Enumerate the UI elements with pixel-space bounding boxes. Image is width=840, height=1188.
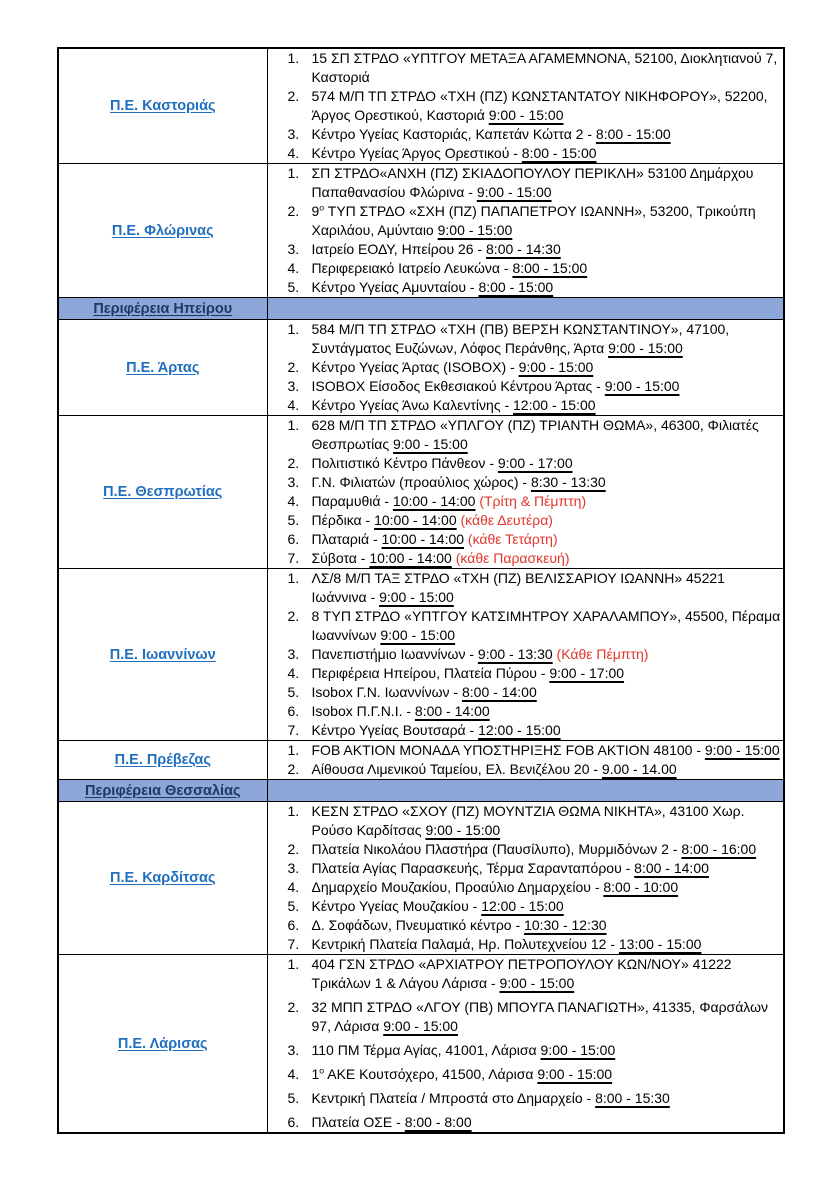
schedule-item [268,320,784,358]
schedule-item [268,278,784,297]
region-link[interactable]: Π.Ε. Άρτας [126,359,200,376]
item-hours: 9:00 - 15:00 [704,742,780,758]
item-text: 32 ΜΠΠ ΣΤΡΔΟ «ΛΓΟΥ (ΠΒ) ΜΠΟΥΓΑ ΠΑΝΑΓΙΩΤΗ», 41335, Φαρσάλων 97, Λάρισα [311,999,769,1034]
section-title: Περιφέρεια Θεσσαλίας [84,782,241,799]
region-cell [58,741,267,780]
schedule-item [268,741,784,760]
item-hours: 10:00 - 14:00 [369,550,452,566]
item-hours: 9.00 - 14.00 [601,761,677,777]
item-hours: 9:00 - 17:00 [549,665,625,681]
item-day-note: (κάθε Τετάρτη) [464,531,558,547]
table-row [58,320,784,416]
item-text: Κέντρο Υγείας Καστοριάς, Καπετάν Κώττα 2 - [311,126,596,142]
item-hours: 9:00 - 15:00 [425,822,501,838]
item-hours: 9:00 - 15:00 [540,1042,616,1058]
items-cell [267,741,784,780]
items-list [268,416,784,568]
table-row [58,955,784,1134]
vaccination-points-schedule-table [57,47,785,1134]
schedule-item [268,202,784,240]
item-hours: 8:00 - 14:00 [462,684,537,700]
section-header-cell [58,780,267,802]
items-list [268,49,784,163]
item-hours: 10:00 - 14:00 [374,512,457,528]
region-cell [58,48,267,164]
section-header-cell [58,298,267,320]
table-row [58,48,784,164]
item-hours: 9:00 - 15:00 [537,1066,613,1082]
item-hours: 8:00 - 16:00 [681,841,757,857]
item-day-note: (κάθε Δευτέρα) [456,512,553,528]
item-text: ο [319,202,325,213]
schedule-item [268,1113,784,1132]
item-hours: 9:00 - 15:00 [499,975,575,991]
item-text: Isobox Γ.Ν. Ιωαννίνων - [311,684,462,700]
item-hours: 9:00 - 15:00 [488,107,564,123]
schedule-item [268,377,784,396]
table-row [58,741,784,780]
item-day-note: (Τρίτη & Πέμπτη) [475,493,587,509]
item-text: Κεντρική Πλατεία / Μπροστά στο Δημαρχείο - [311,1090,596,1106]
schedule-item [268,454,784,473]
schedule-item [268,664,784,683]
items-list [268,320,784,415]
section-header-row [58,780,784,802]
item-text: 1 [311,1066,320,1082]
section-header-empty-cell [267,298,784,320]
items-cell [267,164,784,298]
table-row [58,164,784,298]
region-cell [58,955,267,1134]
table-row [58,416,784,569]
item-text: Κέντρο Υγείας Αμυνταίου - [311,279,479,295]
item-text: Isobox Π.Γ.Ν.Ι. - [311,703,415,719]
schedule-item [268,259,784,278]
schedule-item [268,935,784,954]
table-row [58,569,784,741]
item-text: Γ.Ν. Φιλιατών (προαύλιος χώρος) - [311,474,531,490]
item-text: Πλαταριά - [311,531,382,547]
item-hours: 10:00 - 14:00 [392,493,476,509]
schedule-item [268,530,784,549]
item-hours: 12:00 - 15:00 [481,898,564,914]
item-text: 110 ΠΜ Τέρμα Αγίας, 41001, Λάρισα [311,1042,541,1058]
schedule-item [268,1041,784,1060]
schedule-item [268,473,784,492]
items-cell [267,320,784,416]
item-text: ο [319,1065,325,1076]
item-hours: 12:00 - 15:00 [513,397,596,413]
schedule-item [268,607,784,645]
region-cell [58,569,267,741]
item-text: Πλατεία Νικολάου Πλαστήρα (Παυσίλυπο), Μυρμιδόνων 2 - [311,841,682,857]
items-list [268,569,784,740]
items-list [268,164,784,297]
items-cell [267,48,784,164]
schedule-item [268,396,784,415]
schedule-item [268,569,784,607]
schedule-item [268,955,784,993]
schedule-item [268,49,784,87]
schedule-item [268,878,784,897]
schedule-item [268,87,784,125]
item-text: Κεντρική Πλατεία Παλαμά, Ηρ. Πολυτεχνείου 12 - [311,936,619,952]
item-text: Κέντρο Υγείας Άρτας (ISOBOX) - [311,359,519,375]
items-cell [267,802,784,955]
item-text: ΣΠ ΣΤΡΔΟ«ΑΝΧΗ (ΠΖ) ΣΚΙΑΔΟΠΟΥΛΟΥ ΠΕΡΙΚΛΗ» 53100 Δημάρχου Παπαθανασίου Φλώρινα - [311,165,754,200]
item-hours: 8:00 - 15:00 [478,279,554,295]
schedule-item [268,1065,784,1084]
item-text: Κέντρο Υγείας Μουζακίου - [311,898,482,914]
region-cell [58,320,267,416]
item-hours: 9:00 - 15:00 [604,378,680,394]
item-text: ISOBOX Είσοδος Εκθεσιακού Κέντρου Άρτας - [311,378,605,394]
item-day-note: (κάθε Παρασκευή) [451,550,570,566]
item-text: ΤΥΠ ΣΤΡΔΟ «ΣΧΗ (ΠΖ) ΠΑΠΑΠΕΤΡΟΥ ΙΩΑΝΝΗ», 53200, Τρικούπη Χαριλάου, Αμύνταιο [311,203,756,238]
schedule-item [268,802,784,840]
item-hours: 9:00 - 13:30 [477,646,553,662]
item-text: Περιφέρεια Ηπείρου, Πλατεία Πύρου - [311,665,550,681]
section-title: Περιφέρεια Ηπείρου [93,300,233,317]
region-cell [58,416,267,569]
schedule-item [268,511,784,530]
items-cell [267,569,784,741]
item-hours: 8:30 - 13:30 [530,474,606,490]
region-cell [58,802,267,955]
item-text: ΛΣ/8 Μ/Π ΤΑΞ ΣΤΡΔΟ «ΤΧΗ (ΠΖ) ΒΕΛΙΣΣΑΡΙΟΥ ΙΩΑΝΝΗ» 45221 Ιωάννινα - [311,570,725,605]
schedule-item [268,998,784,1036]
item-hours: 9:00 - 15:00 [380,627,456,643]
schedule-item [268,164,784,202]
item-hours: 9:00 - 15:00 [608,340,683,356]
region-cell [58,164,267,298]
item-hours: 9:00 - 15:00 [383,1018,458,1034]
item-text: Δ. Σοφάδων, Πνευματικό κέντρο - [311,917,525,933]
item-hours: 8:00 - 15:00 [521,145,597,161]
item-hours: 8:00 - 14:30 [486,241,561,257]
item-text: 574 Μ/Π ΤΠ ΣΤΡΔΟ «ΤΧΗ (ΠΖ) ΚΩΝΣΤΑΝΤΑΤΟΥ ΝΙΚΗΦΟΡΟΥ», 52200, Άργος Ορεστικού, Καστοριά [311,88,768,123]
item-text: FOB AKTION ΜΟΝΑΔΑ ΥΠΟΣΤΗΡΙΞΗΣ FOB AKTION 48100 - [311,742,705,758]
items-list [268,741,784,779]
item-text: Πολιτιστικό Κέντρο Πάνθεον - [311,455,498,471]
section-header-empty-cell [267,780,784,802]
item-text: 404 ΓΣΝ ΣΤΡΔΟ «ΑΡΧΙΑΤΡΟΥ ΠΕΤΡΟΠΟΥΛΟΥ ΚΩΝ/ΝΟΥ» 41222 Τρικάλων 1 & Λάγου Λάρισα - [311,956,732,991]
item-hours: 9:00 - 15:00 [393,436,468,452]
schedule-item [268,240,784,259]
item-text: Αίθουσα Λιμενικού Ταμείου, Ελ. Βενιζέλου 20 - [311,761,602,777]
item-hours: 9:00 - 15:00 [476,184,552,200]
schedule-item [268,549,784,568]
item-hours: 8:00 - 15:00 [512,260,588,276]
item-hours: 8:00 - 15:30 [595,1090,670,1106]
item-hours: 10:00 - 14:00 [381,531,465,547]
item-hours: 8:00 - 14:00 [634,860,709,876]
item-text: Σύβοτα - [311,550,370,566]
item-hours: 8:00 - 10:00 [603,879,679,895]
item-hours: 8:00 - 8:00 [404,1114,472,1130]
item-text: Πανεπιστήμιο Ιωαννίνων - [311,646,478,662]
item-hours: 10:30 - 12:30 [524,917,607,933]
item-text: ΚΕΣΝ ΣΤΡΔΟ «ΣΧΟΥ (ΠΖ) ΜΟΥΝΤΖΙΑ ΘΩΜΑ ΝΙΚΗΤΑ», 43100 Χωρ. Ρούσο Καρδίτσας [311,803,745,838]
item-text: 8 ΤΥΠ ΣΤΡΔΟ «ΥΠΤΓΟΥ ΚΑΤΣΙΜΗΤΡΟΥ ΧΑΡΑΛΑΜΠΟΥ», 45500, Πέραμα Ιωαννίνων [311,608,781,643]
item-text: Πέρδικα - [311,512,375,528]
region-link[interactable]: Π.Ε. Πρέβεζας [114,752,211,768]
schedule-item [268,358,784,377]
item-text: Πλατεία Αγίας Παρασκευής, Τέρμα Σαρανταπόρου - [311,860,635,876]
schedule-item [268,144,784,163]
item-text: Ιατρείο ΕΟΔΥ, Ηπείρου 26 - [311,241,487,257]
schedule-table-body [58,48,784,1133]
schedule-item [268,416,784,454]
schedule-item [268,916,784,935]
schedule-item [268,897,784,916]
item-text: Περιφερειακό Ιατρείο Λευκώνα - [311,260,513,276]
item-hours: 9:00 - 15:00 [518,359,594,375]
item-text: Κέντρο Υγείας Βουτσαρά - [311,722,479,738]
item-text: Κέντρο Υγείας Άργος Ορεστικού - [311,145,522,161]
schedule-item [268,702,784,721]
item-text: 9 [311,203,320,219]
item-text: Δημαρχείο Μουζακίου, Προαύλιο Δημαρχείου - [311,879,604,895]
items-list [268,802,784,954]
items-cell [267,955,784,1134]
schedule-item [268,859,784,878]
schedule-item [268,645,784,664]
schedule-item [268,840,784,859]
schedule-item [268,492,784,511]
item-hours: 8:00 - 15:00 [595,126,671,142]
region-link[interactable]: Π.Ε. Λάρισας [117,1035,208,1052]
schedule-item [268,683,784,702]
region-link[interactable]: Π.Ε. Φλώρινας [111,222,214,239]
schedule-item [268,125,784,144]
region-link[interactable]: Π.Ε. Θεσπρωτίας [103,484,223,500]
schedule-item [268,721,784,740]
item-text: Πλατεία ΟΣΕ - [311,1114,405,1130]
region-link[interactable]: Π.Ε. Καστοριάς [109,98,216,114]
item-hours: 8:00 - 14:00 [414,703,490,719]
item-text: ΑΚΕ Κουτσόχερο, 41500, Λάρισα [324,1066,538,1082]
item-text: 15 ΣΠ ΣΤΡΔΟ «ΥΠΤΓΟΥ ΜΕΤΑΞΑ ΑΓΑΜΕΜΝΟΝΑ, 52100, Διοκλητιανού 7, Καστοριά [311,50,778,85]
item-hours: 13:00 - 15:00 [618,936,702,952]
schedule-item [268,1089,784,1108]
item-hours: 12:00 - 15:00 [478,722,561,738]
item-text: Κέντρο Υγείας Άνω Καλεντίνης - [311,397,514,413]
section-header-row [58,298,784,320]
item-text: 628 Μ/Π ΤΠ ΣΤΡΔΟ «ΥΠΛΓΟΥ (ΠΖ) ΤΡΙΑΝΤΗ ΘΩΜΑ», 46300, Φιλιατές Θεσπρωτίας [311,417,759,452]
table-row [58,802,784,955]
items-list [268,955,784,1132]
item-hours: 9:00 - 15:00 [437,222,513,238]
region-link[interactable]: Π.Ε. Ιωαννίνων [109,646,216,663]
schedule-item [268,760,784,779]
items-cell [267,416,784,569]
region-link[interactable]: Π.Ε. Καρδίτσας [109,870,216,886]
item-text: 584 Μ/Π ΤΠ ΣΤΡΔΟ «ΤΧΗ (ΠΒ) ΒΕΡΣΗ ΚΩΝΣΤΑΝΤΙΝΟΥ», 47100, Συντάγματος Ευζώνων, Λόφος Περάνθης, Άρτα [311,321,730,356]
item-hours: 9:00 - 17:00 [497,455,573,471]
item-text: Παραμυθιά - [311,493,393,509]
item-hours: 9:00 - 15:00 [379,589,454,605]
item-day-note: (Κάθε Πέμπτη) [552,646,649,662]
